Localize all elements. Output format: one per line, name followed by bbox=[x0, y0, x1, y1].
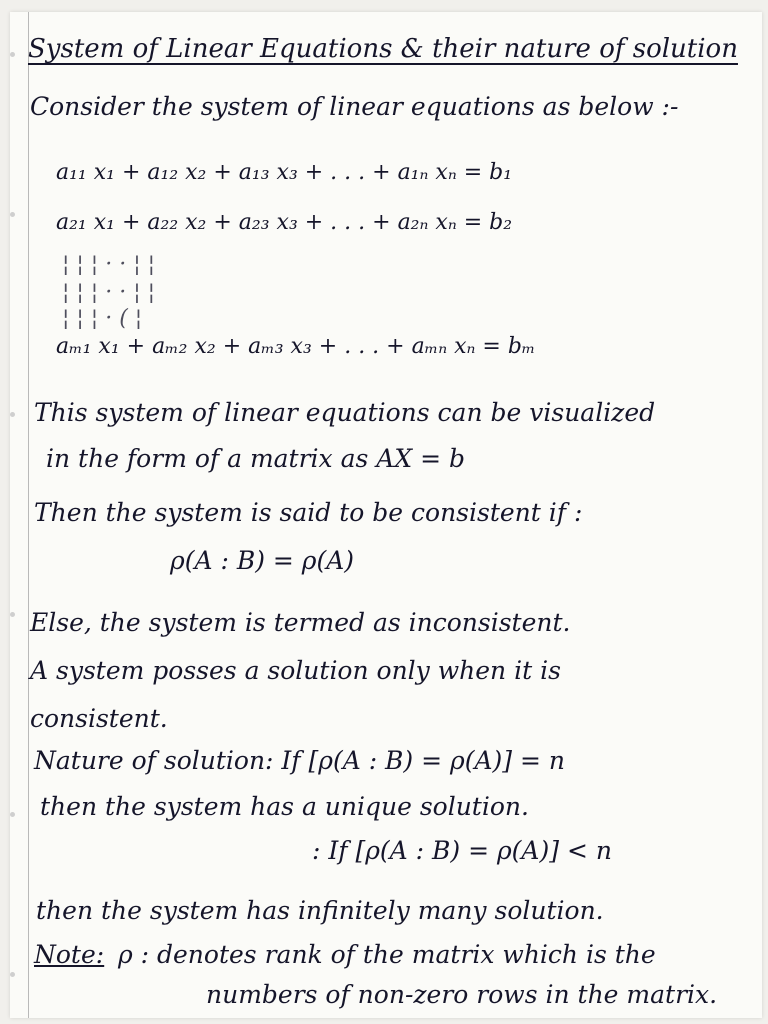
punch-hole bbox=[10, 412, 15, 417]
note-text: ρ : denotes rank of the matrix which is the bbox=[118, 940, 656, 969]
punch-hole bbox=[10, 612, 15, 617]
page-margin-line bbox=[28, 12, 29, 1018]
equation-row-m: aₘ₁ x₁ + aₘ₂ x₂ + aₘ₃ x₃ + . . . + aₘₙ xₙ = bₘ bbox=[56, 334, 536, 359]
punch-hole bbox=[10, 812, 15, 817]
ellipsis-row: ¦ ¦ ¦ · ( ¦ bbox=[62, 306, 143, 331]
consistency-condition: ρ(A : B) = ρ(A) bbox=[170, 546, 355, 575]
page-title: System of Linear Equations & their nature of solution bbox=[28, 34, 738, 64]
unique-solution-line: then the system has a unique solution. bbox=[40, 792, 529, 821]
paragraph-line: Then the system is said to be consistent if : bbox=[34, 498, 583, 527]
intro-text: Consider the system of linear equations as below :- bbox=[30, 92, 679, 121]
infinite-solution-line: then the system has infinitely many solution. bbox=[36, 896, 604, 925]
note-label: Note: bbox=[34, 940, 105, 969]
paragraph-line: This system of linear equations can be visualized bbox=[34, 398, 656, 427]
paragraph-line: A system posses a solution only when it is bbox=[30, 656, 561, 685]
paragraph-line: in the form of a matrix as AX = b bbox=[46, 444, 465, 473]
punch-hole bbox=[10, 972, 15, 977]
note-text: numbers of non-zero rows in the matrix. bbox=[206, 980, 718, 1009]
paragraph-line: Else, the system is termed as inconsistent. bbox=[30, 608, 571, 637]
infinite-condition: : If [ρ(A : B) = ρ(A)] < n bbox=[312, 836, 612, 865]
punch-hole bbox=[10, 52, 15, 57]
ellipsis-row: ¦ ¦ ¦ · · ¦ ¦ bbox=[62, 252, 156, 277]
equation-row-1: a₁₁ x₁ + a₁₂ x₂ + a₁₃ x₃ + . . . + a₁ₙ xₙ = b₁ bbox=[56, 160, 513, 185]
punch-hole bbox=[10, 212, 15, 217]
paragraph-line: consistent. bbox=[30, 704, 168, 733]
ellipsis-row: ¦ ¦ ¦ · · ¦ ¦ bbox=[62, 280, 156, 305]
nature-of-solution-heading: Nature of solution: If [ρ(A : B) = ρ(A)] = n bbox=[34, 746, 565, 775]
equation-row-2: a₂₁ x₁ + a₂₂ x₂ + a₂₃ x₃ + . . . + a₂ₙ xₙ = b₂ bbox=[56, 210, 513, 235]
